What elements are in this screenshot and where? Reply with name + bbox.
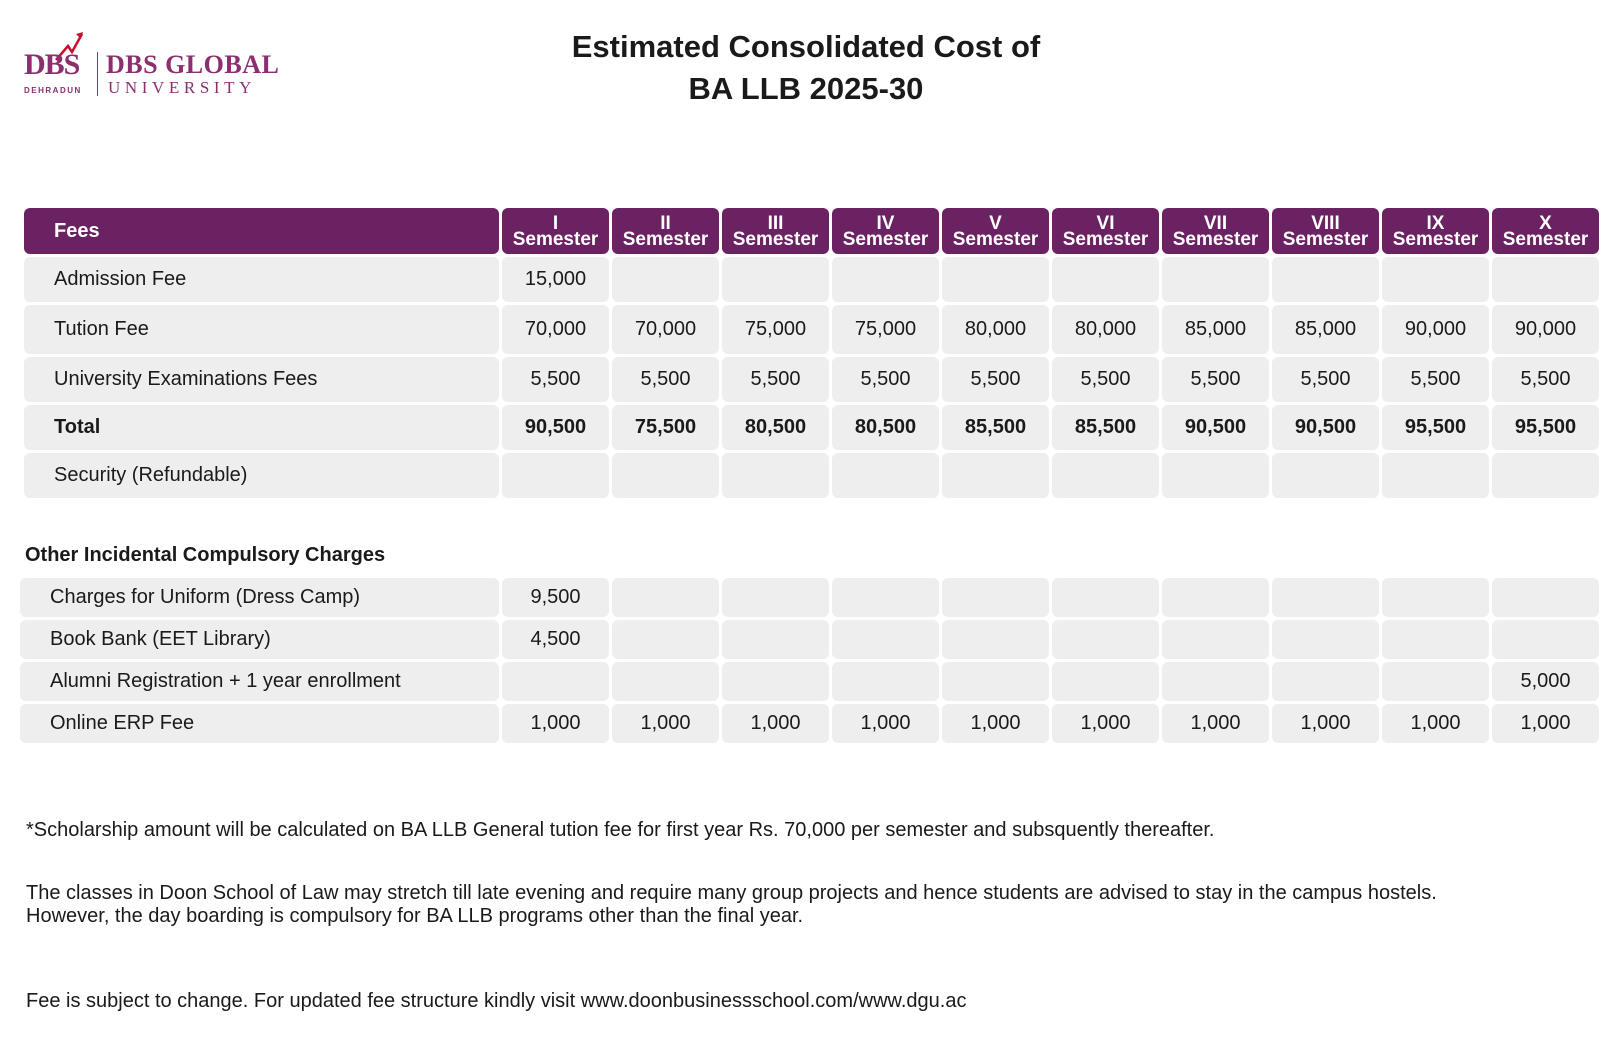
table-cell: 95,500 <box>1382 405 1489 450</box>
table-cell <box>1382 257 1489 302</box>
classes-note <box>26 882 1437 928</box>
semester-word: Semester <box>1172 229 1259 250</box>
row-label: University Examinations Fees <box>24 357 499 402</box>
table-cell: 5,500 <box>832 357 939 402</box>
table-cell: 1,000 <box>502 704 609 743</box>
semester-number: VIII <box>1311 213 1340 234</box>
table-cell <box>1382 578 1489 617</box>
table-cell: 1,000 <box>942 704 1049 743</box>
table-cell <box>1162 620 1269 659</box>
table-cell <box>1162 578 1269 617</box>
table-row <box>20 704 1600 743</box>
table-cell <box>722 578 829 617</box>
table-cell: 80,000 <box>942 305 1049 354</box>
table-cell <box>1272 453 1379 498</box>
semester-number: III <box>767 213 784 234</box>
semester-number: VI <box>1096 213 1115 234</box>
semester-number: V <box>989 213 1002 234</box>
table-cell <box>1492 620 1599 659</box>
semester-number: IV <box>876 213 895 234</box>
logo-monogram-text: DBS <box>24 48 80 81</box>
page-title-line1: Estimated Consolidated Cost of <box>571 29 1041 64</box>
table-cell: 80,500 <box>722 405 829 450</box>
table-cell: 75,500 <box>612 405 719 450</box>
semester-header-cell <box>1162 208 1269 254</box>
semester-number: VII <box>1203 213 1228 234</box>
table-cell <box>722 662 829 701</box>
semester-header-cell <box>502 208 609 254</box>
semester-header-cell <box>612 208 719 254</box>
table-cell: 5,500 <box>1162 357 1269 402</box>
semester-word: Semester <box>842 229 929 250</box>
row-label: Security (Refundable) <box>24 453 499 498</box>
row-label: Admission Fee <box>24 257 499 302</box>
table-cell <box>612 578 719 617</box>
row-label: Charges for Uniform (Dress Camp) <box>20 578 499 617</box>
table-cell: 5,500 <box>1272 357 1379 402</box>
fee-table-header <box>24 208 1600 254</box>
table-cell: 5,500 <box>502 357 609 402</box>
semester-word: Semester <box>1282 229 1369 250</box>
semester-word: Semester <box>622 229 709 250</box>
table-cell: 9,500 <box>502 578 609 617</box>
logo-brand-line1: DBS GLOBAL <box>106 50 280 79</box>
semester-header-cell <box>832 208 939 254</box>
table-cell <box>612 453 719 498</box>
row-label: Alumni Registration + 1 year enrollment <box>20 662 499 701</box>
table-cell <box>1052 578 1159 617</box>
table-cell <box>1052 453 1159 498</box>
semester-word: Semester <box>1502 229 1589 250</box>
table-cell: 1,000 <box>1492 704 1599 743</box>
semester-number: I <box>552 213 559 234</box>
table-cell <box>942 620 1049 659</box>
table-cell: 80,000 <box>1052 305 1159 354</box>
table-cell <box>942 578 1049 617</box>
table-cell: 70,000 <box>502 305 609 354</box>
table-cell: 4,500 <box>502 620 609 659</box>
table-cell <box>1382 620 1489 659</box>
semester-header-cell <box>1382 208 1489 254</box>
table-cell <box>722 257 829 302</box>
other-charges-title: Other Incidental Compulsory Charges <box>25 544 386 566</box>
table-row <box>20 662 1600 701</box>
semester-header-cell <box>722 208 829 254</box>
semester-header-cell <box>1052 208 1159 254</box>
table-row <box>20 620 1600 659</box>
table-cell: 1,000 <box>1162 704 1269 743</box>
table-cell: 1,000 <box>832 704 939 743</box>
table-row <box>24 357 1600 402</box>
table-cell <box>1052 662 1159 701</box>
semester-word: Semester <box>732 229 819 250</box>
row-label: Book Bank (EET Library) <box>20 620 499 659</box>
table-cell <box>1492 257 1599 302</box>
table-cell <box>942 662 1049 701</box>
table-cell <box>1492 453 1599 498</box>
table-cell <box>1162 257 1269 302</box>
table-cell: 95,500 <box>1492 405 1599 450</box>
semester-header-cell <box>1492 208 1599 254</box>
table-cell <box>1272 662 1379 701</box>
table-cell: 90,000 <box>1492 305 1599 354</box>
table-cell: 1,000 <box>722 704 829 743</box>
row-label: Online ERP Fee <box>20 704 499 743</box>
table-cell <box>1162 662 1269 701</box>
classes-note-line2: However, the day boarding is compulsory for BA LLB programs other than the final year. <box>26 905 804 927</box>
fee-change-note: Fee is subject to change. For updated fee structure kindly visit www.doonbusinessschool.com/www.dgu.ac <box>26 990 967 1012</box>
table-cell: 75,000 <box>722 305 829 354</box>
table-cell: 1,000 <box>612 704 719 743</box>
scholarship-note: *Scholarship amount will be calculated on BA LLB General tution fee for first year Rs. 70,000 per semester and subsquently thereafter. <box>26 819 1215 841</box>
table-cell: 1,000 <box>1382 704 1489 743</box>
table-cell <box>502 453 609 498</box>
table-cell <box>502 662 609 701</box>
table-cell <box>612 257 719 302</box>
table-cell <box>1382 662 1489 701</box>
table-cell: 85,000 <box>1272 305 1379 354</box>
table-cell: 5,500 <box>942 357 1049 402</box>
page-title-line2: BA LLB 2025-30 <box>688 71 924 106</box>
semester-number: IX <box>1426 213 1445 234</box>
table-cell: 85,500 <box>1052 405 1159 450</box>
logo-brand-line2: UNIVERSITY <box>108 78 256 97</box>
table-cell <box>832 620 939 659</box>
row-label: Tution Fee <box>24 305 499 354</box>
table-cell: 75,000 <box>832 305 939 354</box>
fee-table <box>24 208 1600 501</box>
semester-header-cell <box>942 208 1049 254</box>
semester-number: X <box>1539 213 1552 234</box>
table-cell: 90,500 <box>1272 405 1379 450</box>
table-cell <box>832 257 939 302</box>
table-cell <box>1272 578 1379 617</box>
table-row <box>24 453 1600 498</box>
table-cell: 70,000 <box>612 305 719 354</box>
table-cell: 5,500 <box>1382 357 1489 402</box>
semester-header-cell <box>1272 208 1379 254</box>
semester-word: Semester <box>952 229 1039 250</box>
table-cell: 5,500 <box>722 357 829 402</box>
logo-monogram-subtext: DEHRADUN <box>24 86 82 95</box>
table-cell <box>1272 620 1379 659</box>
classes-note-line1: The classes in Doon School of Law may stretch till late evening and require many group projects and hence students are advised to stay in the campus hostels. <box>26 882 1437 904</box>
table-cell <box>832 662 939 701</box>
table-cell <box>612 662 719 701</box>
semester-number: II <box>660 213 671 234</box>
table-cell: 90,500 <box>502 405 609 450</box>
table-cell <box>1162 453 1269 498</box>
table-cell: 90,000 <box>1382 305 1489 354</box>
table-cell: 5,500 <box>1492 357 1599 402</box>
table-cell: 80,500 <box>832 405 939 450</box>
semester-word: Semester <box>1062 229 1149 250</box>
table-cell <box>1492 578 1599 617</box>
table-cell: 90,500 <box>1162 405 1269 450</box>
table-cell <box>1382 453 1489 498</box>
table-cell: 1,000 <box>1052 704 1159 743</box>
page-title <box>0 26 1612 110</box>
table-cell <box>722 453 829 498</box>
table-cell: 15,000 <box>502 257 609 302</box>
table-cell <box>612 620 719 659</box>
table-row <box>24 257 1600 302</box>
table-cell: 5,500 <box>612 357 719 402</box>
table-cell <box>722 620 829 659</box>
table-cell <box>942 453 1049 498</box>
table-cell: 85,000 <box>1162 305 1269 354</box>
table-cell <box>832 453 939 498</box>
table-cell <box>1272 257 1379 302</box>
row-label: Total <box>24 405 499 450</box>
table-cell: 85,500 <box>942 405 1049 450</box>
table-cell <box>1052 257 1159 302</box>
table-cell: 5,000 <box>1492 662 1599 701</box>
table-row <box>24 305 1600 354</box>
table-cell <box>1052 620 1159 659</box>
other-charges-table <box>20 578 1600 746</box>
table-cell: 5,500 <box>1052 357 1159 402</box>
table-row <box>20 578 1600 617</box>
table-cell <box>832 578 939 617</box>
fees-header-cell: Fees <box>24 208 499 254</box>
semester-word: Semester <box>512 229 599 250</box>
table-cell <box>942 257 1049 302</box>
table-row <box>24 405 1600 450</box>
semester-word: Semester <box>1392 229 1479 250</box>
table-cell: 1,000 <box>1272 704 1379 743</box>
